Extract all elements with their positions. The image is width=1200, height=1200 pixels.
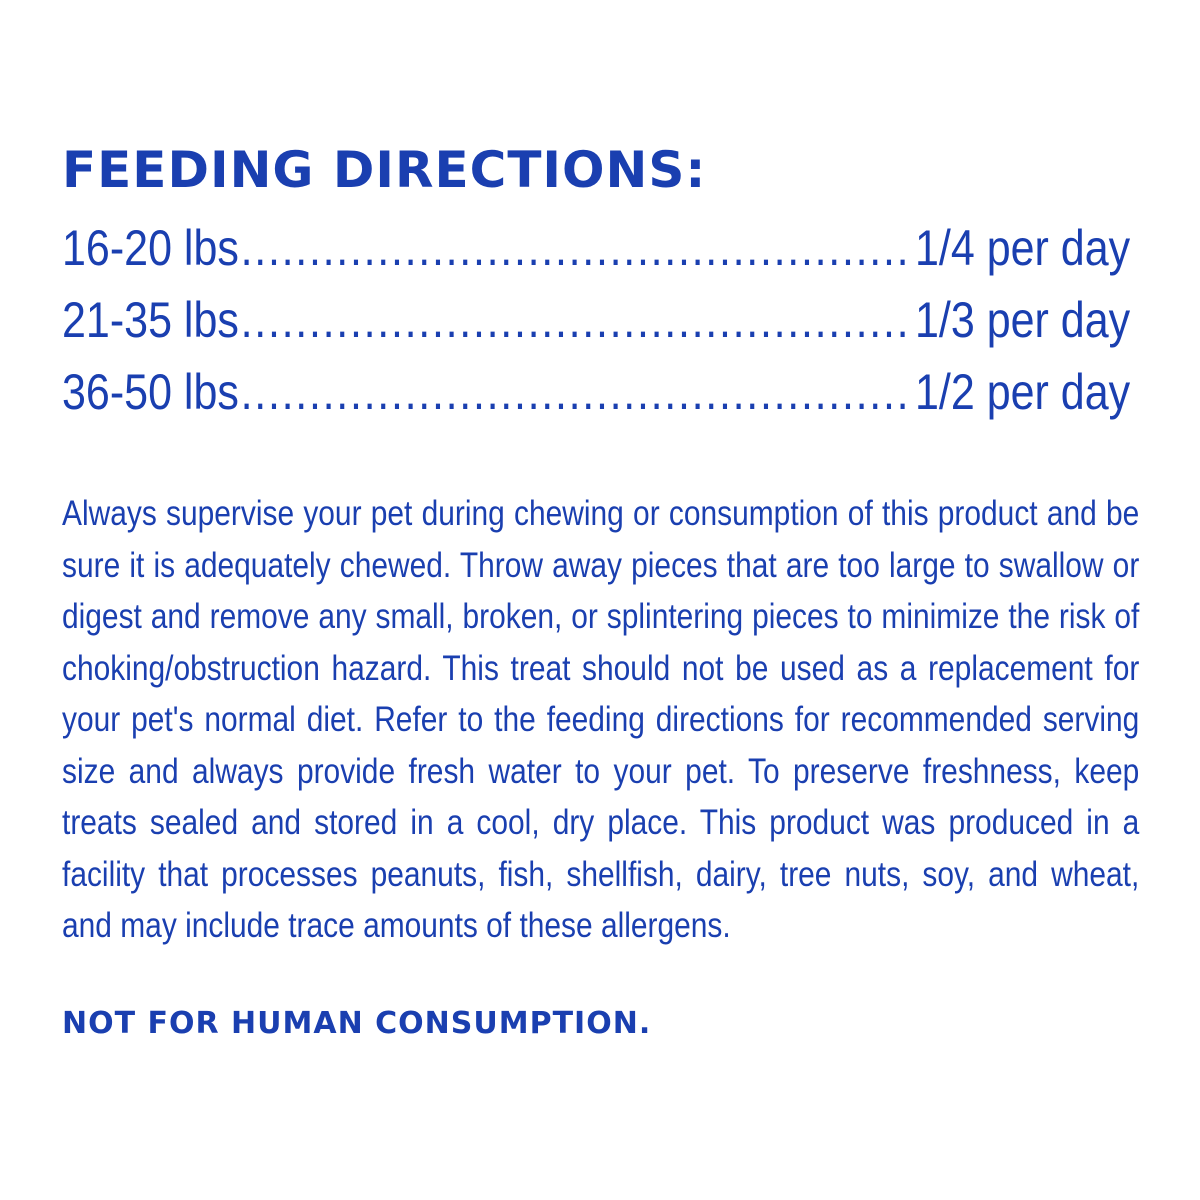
feeding-row-weight: 36-50 lbs [62,364,239,420]
feeding-table [62,212,1130,428]
feeding-row-weight: 16-20 lbs [62,220,239,276]
safety-warning-paragraph: Always supervise your pet during chewing or consumption of this product and be sure it is adequately chewed. Throw away pieces that are too large to swallow or digest and remove any small, broken, or splintering pieces to minimize the risk of choking/obstruction hazard. This treat should not be used as a replacement for your pet's normal diet. Refer to the feeding directions for recommended serving size and always provide fresh water to your pet. To preserve freshness, keep treats sealed and stored in a cool, dry place. This product was produced in a facility that processes peanuts, fish, shellfish, dairy, tree nuts, soy, and wheat, and may include trace amounts of these allergens. [62,494,1140,945]
not-for-human-consumption-note: NOT FOR HUMAN CONSUMPTION. [62,1006,652,1041]
dot-leader [241,356,914,428]
feeding-row-amount: 1/2 per day [914,364,1131,420]
feeding-row-36-50 [62,356,1130,428]
feeding-row-amount: 1/4 per day [914,220,1131,276]
dot-leader [241,212,914,284]
feeding-directions-heading: FEEDING DIRECTIONS: [62,141,707,199]
feeding-row-amount: 1/3 per day [914,292,1131,348]
feeding-row-weight: 21-35 lbs [62,292,239,348]
feeding-row-21-35 [62,284,1130,356]
dot-leader [241,284,914,356]
feeding-row-16-20 [62,212,1130,284]
